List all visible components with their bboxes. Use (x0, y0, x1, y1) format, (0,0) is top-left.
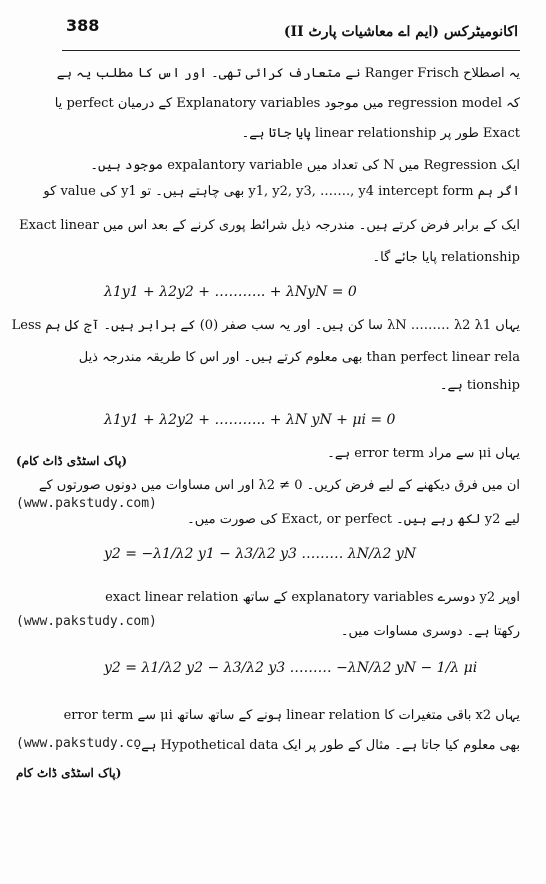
text-line: یہاں x2 باقی متغیرات کا linear relation ہونے کے ساتھ ساتھ μi سے error term (63, 708, 520, 723)
page-number: 388 (66, 16, 100, 35)
text-line: relationship پایا جائے گا۔ (372, 250, 520, 265)
header-rule (62, 50, 520, 51)
text-line: Exact طور پر linear relationship پایا جاتا ہے۔ (241, 126, 520, 141)
equation-2: λ1y1 + λ2y2 + ……….. + λN yN + μi = 0 (104, 412, 396, 428)
equation-3: y2 = −λ1/λ2 y1 − λ3/λ2 y3 ……… λN/λ2 yN (104, 546, 417, 562)
watermark-urdu: (پاک اسٹڈی ڈاٹ کام) (16, 454, 128, 468)
text-line: یہاں μi سے مراد error term ہے۔ (327, 446, 520, 461)
text-line: بھی معلوم کیا جاتا ہے۔ مثال کے طور پر ایک Hypothetical data ہے۔ (133, 738, 520, 753)
equation-1: λ1y1 + λ2y2 + ……….. + λNyN = 0 (104, 284, 357, 300)
text-line: یہاں λN ……… λ2 λ1 سا کن ہیں۔ اور یہ سب صفر (0) کے برابر ہیں۔ آج کل ہم Less (11, 318, 520, 333)
text-line: اگر ہم y1, y2, y3, ……., y4 intercept form بھی چاہتے ہیں۔ تو y1 کی value کو (43, 184, 520, 199)
text-line: tionship ہے۔ (439, 378, 520, 393)
watermark-url: (www.pakstudy.com) (16, 614, 157, 629)
watermark-url: (www.pakstudy.com) (16, 496, 157, 511)
text-line: یہ اصطلاح Ranger Frisch نے متعارف کرائی تھی۔ اور اس کا مطلب یہ ہے (56, 66, 520, 81)
text-line: رکھتا ہے۔ دوسری مساوات میں۔ (340, 624, 520, 639)
text-line: لیے y2 لکھ رہے ہیں۔ Exact, or perfect کی صورت میں۔ (187, 512, 520, 527)
watermark-urdu: (پاک اسٹڈی ڈاٹ کام (16, 766, 122, 780)
equation-4: y2 = λ1/λ2 y2 − λ3/λ2 y3 ……… −λN/λ2 yN − 1/λ μi (104, 660, 478, 676)
running-title: اکانومیٹرکس (ایم اے معاشیات پارٹ II) (283, 24, 518, 40)
watermark-url: (www.pakstudy.co (16, 736, 142, 751)
text-line: than perfect linear rela بھی معلوم کرتے ہیں۔ اور اس کا طریقہ مندرجہ ذیل (78, 350, 520, 365)
text-line: ایک کے برابر فرض کرتے ہیں۔ مندرجہ ذیل شرائط پوری کرنے کے بعد اس میں Exact linear (19, 218, 520, 233)
text-line: ایک Regression میں N کی تعداد میں expalantory variable موجود ہیں۔ (90, 158, 520, 173)
text-line: کہ regression model میں موجود Explanatory variables کے درمیان perfect یا (54, 96, 520, 111)
text-line: اوپر y2 دوسرے explanatory variables کے ساتھ exact linear relation (105, 590, 520, 605)
text-line: ان میں فرق دیکھنے کے لیے فرض کریں۔ 0 ≠ λ2 اور اس مساوات میں دونوں صورتوں کے (38, 478, 520, 493)
